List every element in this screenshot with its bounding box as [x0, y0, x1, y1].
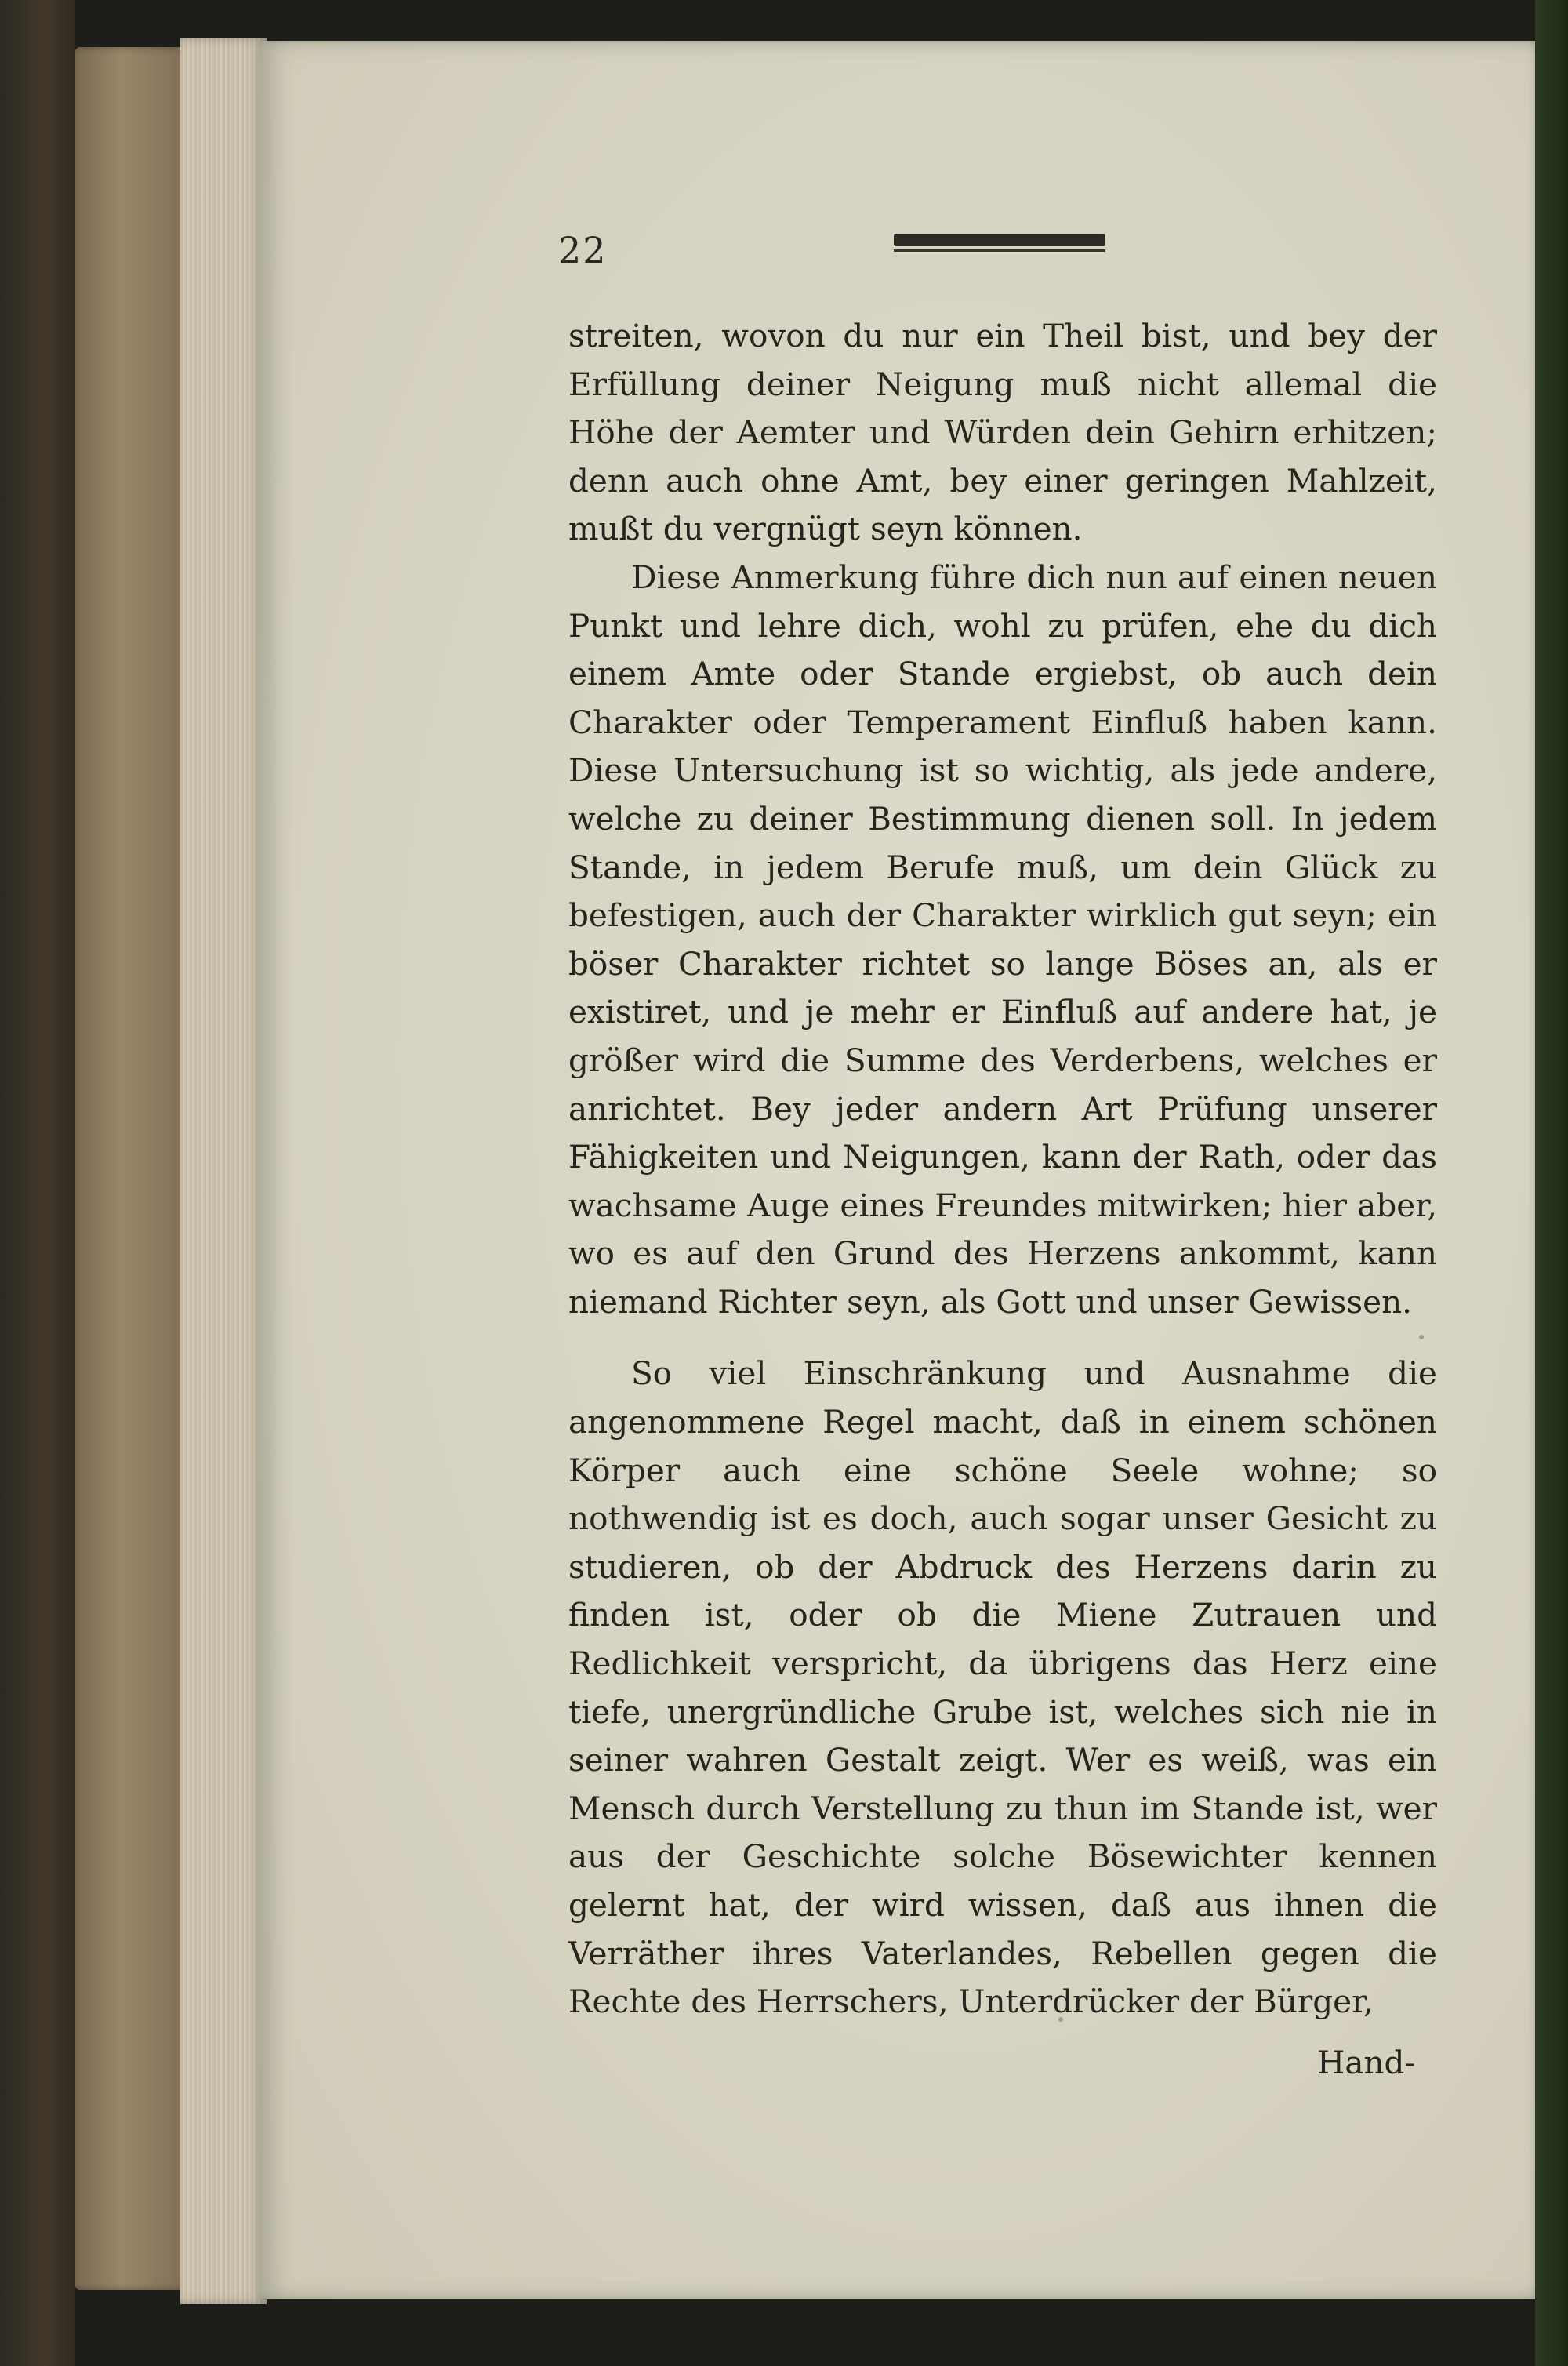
body-text — [568, 312, 1437, 2026]
book-cover-edge — [75, 47, 193, 2290]
paragraph-3: So viel Einschränkung und Ausnahme die angenommene Regel macht, daß in einem schönen Körper auch eine schöne Seele wohne; so nothwendig ist es doch, auch sogar unser Gesicht zu studieren, ob der Abdruck des Herzens darin zu finden ist, oder ob die Miene Zutrauen und Redlichkeit verspricht, da übrigens das Herz eine tiefe, unergründliche Grube ist, welches sich nie in seiner wahren Gestalt zeigt. Wer es weiß, was ein Mensch durch Verstellung zu thun im Stande ist, wer aus der Geschichte solche Bösewichter kennen gelernt hat, der wird wissen, daß aus ihnen die Verräther ihres Vaterlandes, Rebellen gegen die Rechte des Herrschers, Unterdrücker der Bürger, — [568, 1354, 1437, 2021]
book-spine — [0, 0, 75, 2366]
facing-cover-edge — [1535, 0, 1568, 2366]
header-rule — [894, 234, 1105, 246]
paragraph-1: streiten, wovon du nur ein Theil bist, und bey der Erfüllung deiner Neigung muß nicht allemal die Höhe der Aemter und Würden dein Gehirn erhitzen; denn auch ohne Amt, bey einer geringen Mahlzeit, mußt du vergnügt seyn können. — [568, 317, 1437, 548]
page-stack-edges — [180, 38, 267, 2304]
page-number: 22 — [558, 229, 608, 271]
catchword: Hand- — [1317, 2044, 1416, 2081]
paragraph-2: Diese Anmerkung führe dich nun auf einen neuen Punkt und lehre dich, wohl zu prüfen, ehe du dich einem Amte oder Stande ergiebst, ob auch dein Charakter oder Temperament Einfluß haben kann. Diese Untersuchung ist so wichtig, als jede andere, welche zu deiner Bestimmung dienen soll. In jedem Stande, in jedem Berufe muß, um dein Glück zu befestigen, auch der Charakter wirklich gut seyn; ein böser Charakter richtet so lange Böses an, als er existiret, und je mehr er Einfluß auf andere hat, je größer wird die Summe des Verderbens, welches er anrichtet. Bey jeder andern Art Prüfung unserer Fähigkeiten und Neigungen, kann der Rath, oder das wachsame Auge eines Freundes mitwirken; hier aber, wo es auf den Grund des Herzens ankommt, kann niemand Richter seyn, als Gott und unser Gewissen. — [568, 558, 1437, 1321]
